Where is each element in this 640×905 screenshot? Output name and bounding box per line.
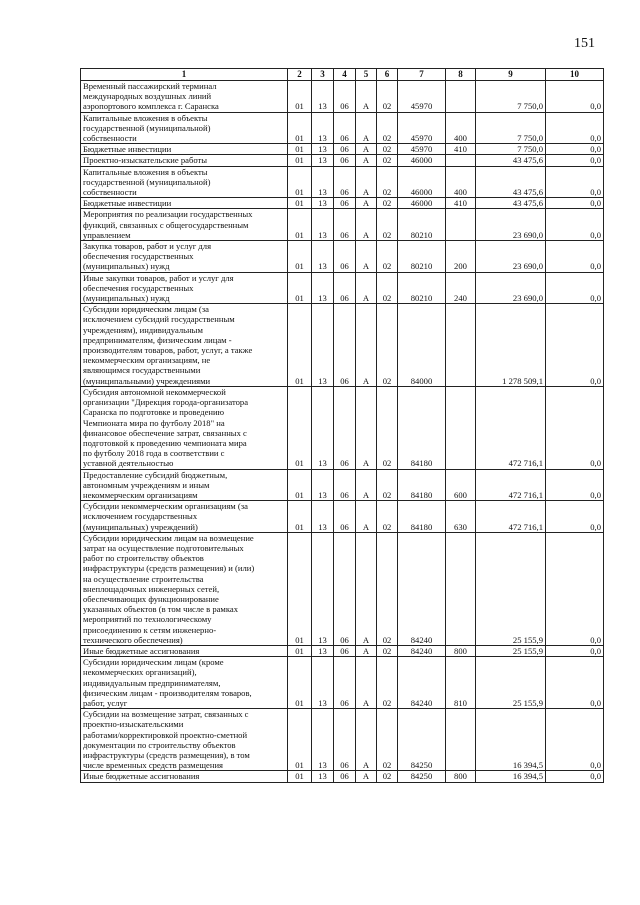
budget-table (80, 68, 604, 783)
cell-col-4: 06 (334, 386, 356, 469)
cell-col-6: 02 (377, 209, 398, 241)
cell-col-7: 80210 (398, 209, 446, 241)
cell-amount: 23 690,0 (476, 209, 546, 241)
header-col-5: 5 (356, 69, 377, 81)
table-row (81, 144, 604, 155)
cell-col-7: 84180 (398, 501, 446, 533)
table-row (81, 272, 604, 304)
cell-col-5: А (356, 501, 377, 533)
cell-amount: 7 750,0 (476, 112, 546, 144)
cell-col-5: А (356, 272, 377, 304)
cell-col-10: 0,0 (546, 155, 604, 166)
cell-col-10: 0,0 (546, 241, 604, 273)
cell-col-10: 0,0 (546, 645, 604, 656)
cell-amount: 25 155,9 (476, 532, 546, 645)
cell-col-4: 06 (334, 272, 356, 304)
table-body (81, 81, 604, 783)
cell-col-2: 01 (288, 501, 312, 533)
cell-col-10: 0,0 (546, 501, 604, 533)
cell-col-3: 13 (312, 304, 334, 387)
cell-amount: 25 155,9 (476, 657, 546, 709)
cell-col-6: 02 (377, 771, 398, 782)
table-row (81, 81, 604, 113)
cell-col-7: 80210 (398, 241, 446, 273)
cell-col-8: 410 (446, 198, 476, 209)
cell-col-4: 06 (334, 166, 356, 198)
cell-col-7: 84250 (398, 771, 446, 782)
row-name: Проектно-изыскательские работы (81, 155, 288, 166)
row-name: Субсидии юридическим лицам (кроме некоммерческих организаций), индивидуальным предпринимателям, физическим лицам - производителям товаров, работ, услуг (81, 657, 288, 709)
row-name: Закупка товаров, работ и услуг для обеспечения государственных (муниципальных) нужд (81, 241, 288, 273)
cell-amount: 43 475,6 (476, 155, 546, 166)
row-name: Иные закупки товаров, работ и услуг для обеспечения государственных (муниципальных) нужд (81, 272, 288, 304)
cell-col-8 (446, 532, 476, 645)
cell-col-3: 13 (312, 241, 334, 273)
cell-col-7: 46000 (398, 166, 446, 198)
cell-col-2: 01 (288, 386, 312, 469)
cell-col-5: А (356, 645, 377, 656)
cell-amount: 472 716,1 (476, 469, 546, 501)
cell-col-6: 02 (377, 304, 398, 387)
table-row (81, 469, 604, 501)
cell-col-6: 02 (377, 272, 398, 304)
row-name: Иные бюджетные ассигнования (81, 771, 288, 782)
cell-amount: 472 716,1 (476, 501, 546, 533)
cell-col-4: 06 (334, 645, 356, 656)
row-name: Субсидии некоммерческим организациям (за исключением государственных (муниципальных) учреждений) (81, 501, 288, 533)
cell-col-7: 80210 (398, 272, 446, 304)
cell-col-5: А (356, 81, 377, 113)
cell-col-6: 02 (377, 166, 398, 198)
table-row (81, 166, 604, 198)
cell-col-2: 01 (288, 272, 312, 304)
header-col-4: 4 (334, 69, 356, 81)
cell-col-6: 02 (377, 112, 398, 144)
cell-col-4: 06 (334, 144, 356, 155)
cell-col-3: 13 (312, 386, 334, 469)
cell-col-5: А (356, 112, 377, 144)
cell-amount: 7 750,0 (476, 81, 546, 113)
cell-col-8: 800 (446, 771, 476, 782)
cell-col-10: 0,0 (546, 709, 604, 771)
cell-col-10: 0,0 (546, 386, 604, 469)
cell-col-8: 200 (446, 241, 476, 273)
cell-col-2: 01 (288, 155, 312, 166)
cell-col-2: 01 (288, 112, 312, 144)
cell-col-3: 13 (312, 657, 334, 709)
cell-amount: 16 394,5 (476, 771, 546, 782)
cell-col-3: 13 (312, 709, 334, 771)
cell-amount: 16 394,5 (476, 709, 546, 771)
cell-col-7: 84240 (398, 645, 446, 656)
row-name: Капитальные вложения в объекты государственной (муниципальной) собственности (81, 112, 288, 144)
cell-col-4: 06 (334, 112, 356, 144)
cell-col-8: 240 (446, 272, 476, 304)
header-col-7: 7 (398, 69, 446, 81)
cell-col-3: 13 (312, 469, 334, 501)
cell-col-5: А (356, 657, 377, 709)
cell-col-10: 0,0 (546, 272, 604, 304)
cell-col-5: А (356, 532, 377, 645)
cell-col-8 (446, 304, 476, 387)
cell-col-8: 400 (446, 166, 476, 198)
table-row (81, 771, 604, 782)
cell-col-5: А (356, 241, 377, 273)
cell-col-2: 01 (288, 198, 312, 209)
cell-col-7: 84000 (398, 304, 446, 387)
cell-col-10: 0,0 (546, 166, 604, 198)
cell-amount: 25 155,9 (476, 645, 546, 656)
cell-col-10: 0,0 (546, 198, 604, 209)
cell-col-8 (446, 81, 476, 113)
cell-col-8: 400 (446, 112, 476, 144)
cell-col-3: 13 (312, 209, 334, 241)
cell-col-6: 02 (377, 241, 398, 273)
cell-col-6: 02 (377, 501, 398, 533)
cell-col-2: 01 (288, 241, 312, 273)
row-name: Мероприятия по реализации государственных функций, связанных с общегосударственным управлением (81, 209, 288, 241)
cell-col-5: А (356, 144, 377, 155)
row-name: Бюджетные инвестиции (81, 198, 288, 209)
cell-col-8: 810 (446, 657, 476, 709)
cell-col-7: 84240 (398, 657, 446, 709)
cell-col-2: 01 (288, 645, 312, 656)
cell-col-6: 02 (377, 386, 398, 469)
header-col-1: 1 (81, 69, 288, 81)
cell-amount: 23 690,0 (476, 272, 546, 304)
cell-col-2: 01 (288, 469, 312, 501)
row-name: Иные бюджетные ассигнования (81, 645, 288, 656)
cell-col-8: 600 (446, 469, 476, 501)
cell-col-2: 01 (288, 209, 312, 241)
cell-col-7: 45970 (398, 144, 446, 155)
cell-col-3: 13 (312, 532, 334, 645)
cell-col-10: 0,0 (546, 532, 604, 645)
row-name: Капитальные вложения в объекты государственной (муниципальной) собственности (81, 166, 288, 198)
table-row (81, 209, 604, 241)
row-name: Предоставление субсидий бюджетным, автономным учреждениям и иным некоммерческим организациям (81, 469, 288, 501)
cell-col-4: 06 (334, 241, 356, 273)
row-name: Субсидии юридическим лицам (за исключением субсидий государственным учреждениям), индивидуальным предпринимателям, физическим лицам - производителям товаров, работ, услуг, а также некоммерческим организациям, не являющимся государственными (муниципальными) учреждениями (81, 304, 288, 387)
table-row (81, 386, 604, 469)
table-header (81, 69, 604, 81)
cell-col-10: 0,0 (546, 657, 604, 709)
row-name: Субсидия автономной некоммерческой организации "Дирекция города-организатора Саранска по подготовке и проведению Чемпионата мира по футболу 2018" на финансовое обеспечение затрат, связанных с подготовкой к проведению чемпионата мира по футболу 2018 года в соответствии с уставной деятельностью (81, 386, 288, 469)
cell-col-2: 01 (288, 304, 312, 387)
cell-col-5: А (356, 386, 377, 469)
cell-col-7: 46000 (398, 198, 446, 209)
cell-col-6: 02 (377, 81, 398, 113)
cell-col-5: А (356, 198, 377, 209)
page-number: 151 (574, 36, 595, 51)
cell-amount: 1 278 509,1 (476, 304, 546, 387)
cell-col-5: А (356, 166, 377, 198)
cell-col-3: 13 (312, 81, 334, 113)
cell-col-4: 06 (334, 532, 356, 645)
cell-col-3: 13 (312, 155, 334, 166)
cell-col-10: 0,0 (546, 112, 604, 144)
cell-col-4: 06 (334, 198, 356, 209)
cell-amount: 43 475,6 (476, 198, 546, 209)
header-row (81, 69, 604, 81)
table-row (81, 709, 604, 771)
cell-col-4: 06 (334, 469, 356, 501)
table-row (81, 657, 604, 709)
cell-col-4: 06 (334, 771, 356, 782)
header-col-6: 6 (377, 69, 398, 81)
table-row (81, 532, 604, 645)
cell-col-5: А (356, 771, 377, 782)
row-name: Субсидии юридическим лицам на возмещение затрат на осуществление подготовительных работ по строительству объектов инфраструктуры (средств размещения) и (или) на осуществление строительства внеплощадочных инженерных сетей, обеспечивающих функционирование указанных объектов (в том числе в рамках мероприятий по технологическому присоединению к сетям инженерно- технического обеспечения) (81, 532, 288, 645)
cell-col-4: 06 (334, 304, 356, 387)
cell-col-6: 02 (377, 155, 398, 166)
cell-col-8: 800 (446, 645, 476, 656)
cell-col-8 (446, 709, 476, 771)
cell-col-3: 13 (312, 144, 334, 155)
cell-col-3: 13 (312, 272, 334, 304)
row-name: Бюджетные инвестиции (81, 144, 288, 155)
header-col-8: 8 (446, 69, 476, 81)
cell-col-3: 13 (312, 166, 334, 198)
cell-col-8 (446, 155, 476, 166)
cell-col-5: А (356, 304, 377, 387)
cell-col-8: 630 (446, 501, 476, 533)
cell-col-3: 13 (312, 645, 334, 656)
cell-col-6: 02 (377, 532, 398, 645)
cell-col-7: 46000 (398, 155, 446, 166)
cell-col-3: 13 (312, 198, 334, 209)
cell-col-6: 02 (377, 657, 398, 709)
header-col-2: 2 (288, 69, 312, 81)
row-name: Временный пассажирский терминал международных воздушных линий аэропортового комплекса г. Саранска (81, 81, 288, 113)
cell-col-7: 45970 (398, 112, 446, 144)
cell-col-10: 0,0 (546, 144, 604, 155)
table-row (81, 645, 604, 656)
row-name: Субсидии на возмещение затрат, связанных с проектно-изыскательскими работами/корректировкой проектно-сметной документации по строительству объектов инфраструктуры (средств размещения), в том числе временных средств размещения (81, 709, 288, 771)
cell-col-8 (446, 209, 476, 241)
cell-col-7: 84250 (398, 709, 446, 771)
cell-amount: 43 475,6 (476, 166, 546, 198)
cell-col-5: А (356, 209, 377, 241)
cell-col-8: 410 (446, 144, 476, 155)
cell-col-10: 0,0 (546, 209, 604, 241)
header-col-9: 9 (476, 69, 546, 81)
cell-col-2: 01 (288, 166, 312, 198)
cell-col-3: 13 (312, 112, 334, 144)
header-col-10: 10 (546, 69, 604, 81)
table-row (81, 112, 604, 144)
cell-col-6: 02 (377, 709, 398, 771)
cell-col-4: 06 (334, 155, 356, 166)
cell-col-3: 13 (312, 501, 334, 533)
cell-col-5: А (356, 469, 377, 501)
cell-col-10: 0,0 (546, 469, 604, 501)
cell-col-6: 02 (377, 645, 398, 656)
cell-col-2: 01 (288, 657, 312, 709)
table-row (81, 155, 604, 166)
cell-col-7: 84180 (398, 386, 446, 469)
cell-col-10: 0,0 (546, 304, 604, 387)
cell-amount: 23 690,0 (476, 241, 546, 273)
cell-col-4: 06 (334, 501, 356, 533)
cell-col-6: 02 (377, 198, 398, 209)
cell-col-4: 06 (334, 657, 356, 709)
cell-col-4: 06 (334, 81, 356, 113)
cell-col-2: 01 (288, 709, 312, 771)
cell-amount: 472 716,1 (476, 386, 546, 469)
cell-amount: 7 750,0 (476, 144, 546, 155)
cell-col-2: 01 (288, 144, 312, 155)
table-row (81, 501, 604, 533)
cell-col-2: 01 (288, 81, 312, 113)
cell-col-4: 06 (334, 709, 356, 771)
cell-col-6: 02 (377, 144, 398, 155)
table-row (81, 304, 604, 387)
cell-col-10: 0,0 (546, 81, 604, 113)
cell-col-6: 02 (377, 469, 398, 501)
cell-col-4: 06 (334, 209, 356, 241)
cell-col-7: 84240 (398, 532, 446, 645)
table-row (81, 198, 604, 209)
cell-col-5: А (356, 709, 377, 771)
cell-col-3: 13 (312, 771, 334, 782)
cell-col-7: 45970 (398, 81, 446, 113)
header-col-3: 3 (312, 69, 334, 81)
cell-col-5: А (356, 155, 377, 166)
table-row (81, 241, 604, 273)
cell-col-8 (446, 386, 476, 469)
cell-col-7: 84180 (398, 469, 446, 501)
cell-col-2: 01 (288, 771, 312, 782)
cell-col-10: 0,0 (546, 771, 604, 782)
cell-col-2: 01 (288, 532, 312, 645)
